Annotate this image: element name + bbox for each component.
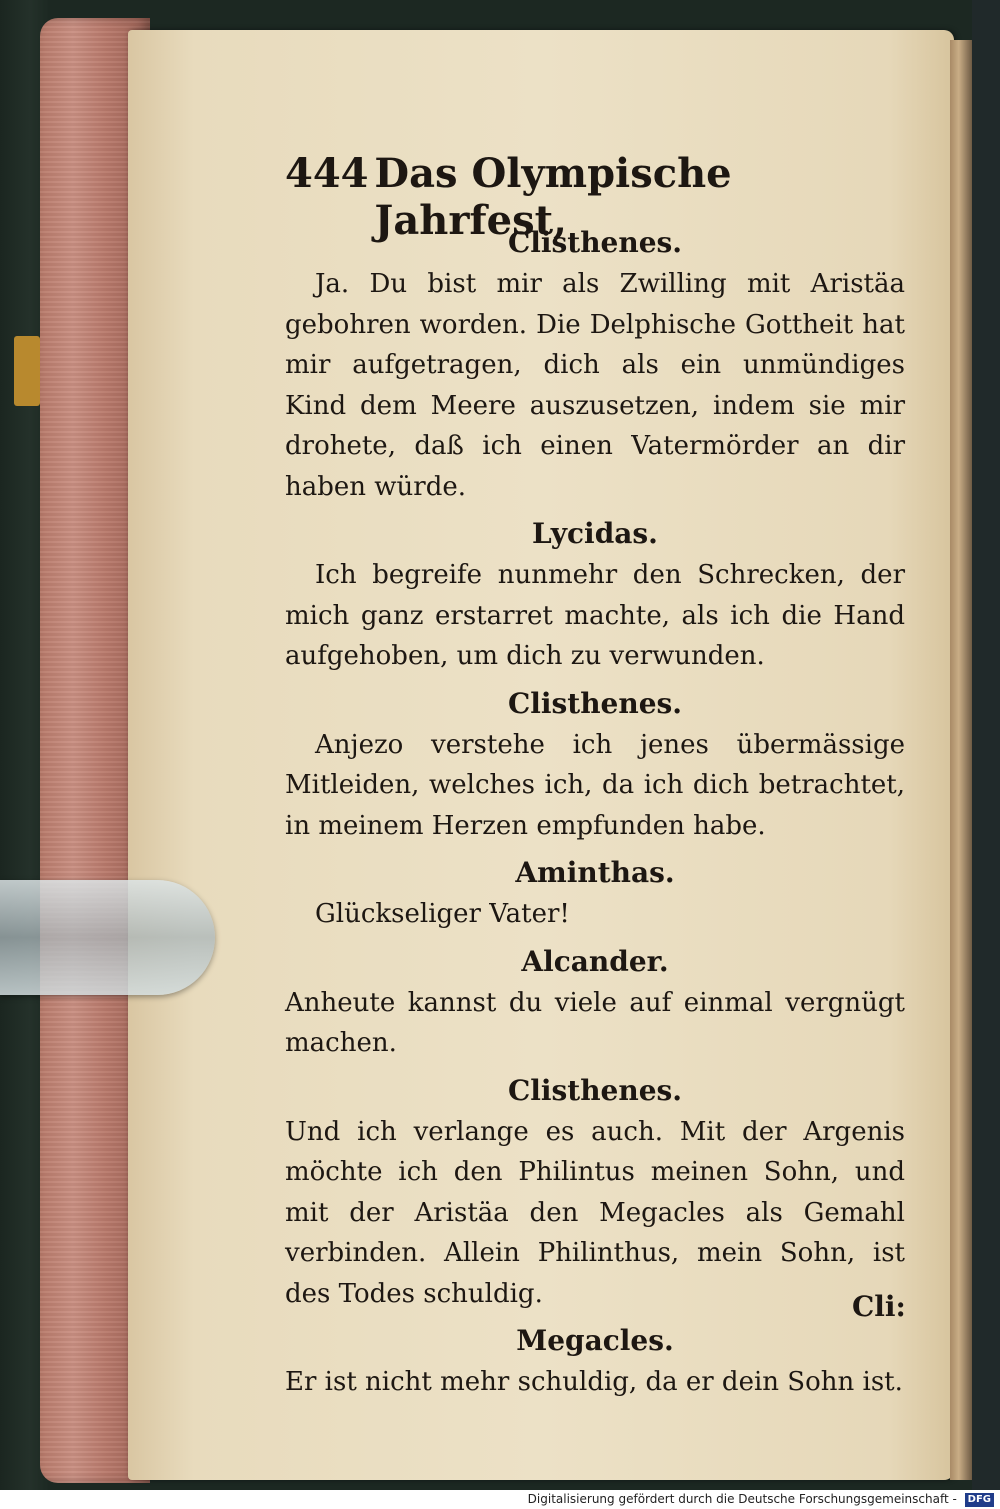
speaker-name: Aminthas. (515, 856, 675, 889)
running-title: Das Olympische Jahrfest, (374, 150, 732, 244)
speaker-name: Lycidas. (532, 517, 658, 550)
facing-page-edge (950, 40, 972, 1480)
speaker-name: Megacles. (516, 1324, 674, 1357)
page-clip (0, 880, 215, 995)
digitization-footer (0, 1490, 1000, 1509)
footer-credit: Digitalisierung gefördert durch die Deutsche Forschungsgemeinschaft - (527, 1492, 957, 1506)
speaker-name: Clisthenes. (507, 226, 683, 259)
speech-text: Ich begreife nunmehr den Schrecken, der mich ganz erstarret machte, als ich die Hand aufgehoben, um dich zu verwunden. (285, 560, 905, 671)
catchword: Cli: (852, 1290, 906, 1323)
dfg-logo: DFG (965, 1493, 994, 1507)
scan-border (972, 0, 1000, 1490)
speaker-name: Clisthenes. (507, 1073, 683, 1107)
page-content (285, 150, 905, 1403)
speech-text: Glückseliger Vater! (315, 899, 570, 929)
speaker-name: Alcander. (521, 944, 669, 978)
speaker-name: Clisthenes. (507, 686, 683, 720)
speech-text: Er ist nicht mehr schuldig, da er dein Sohn ist. (285, 1367, 903, 1397)
speech-text: Ja. Du bist mir als Zwilling mit Aristäa gebohren worden. Die Delphische Gottheit hat mir aufgetragen, dich als ein unmündiges Kind dem Meere auszusetzen, indem sie mir drohete, daß ich einen Vatermörder an dir haben würde. (285, 269, 905, 502)
speech-text: Und ich verlange es auch. Mit der Argenis möchte ich den Philintus meinen Sohn, und mit der Aristäa den Megacles als Gemahl verbinden. Allein Philinthus, mein Sohn, ist des Todes schuldig. (285, 1116, 905, 1309)
speech-text: Anjezo verstehe ich jenes übermässige Mitleiden, welches ich, da ich dich betrachtet, in meinem Herzen empfunden habe. (285, 729, 905, 841)
bookmark-ribbon (14, 336, 40, 406)
speech-text: Anheute kannst du viele auf einmal vergnügt machen. (285, 987, 905, 1058)
page-number: 444 (285, 150, 369, 197)
